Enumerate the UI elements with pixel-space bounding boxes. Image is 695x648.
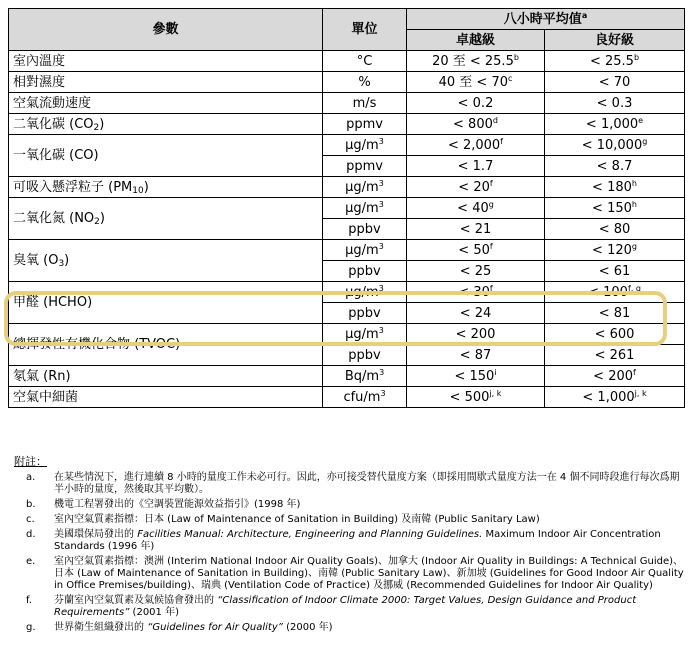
excellent-value: < 87 xyxy=(407,345,545,366)
param-name: 二氧化碳 $(CO_2)$ xyxy=(9,114,323,135)
good-value: < 80 xyxy=(545,219,685,240)
param-name: 一氧化碳 (CO) xyxy=(9,135,323,177)
good-value: < $200^f$ xyxy=(545,366,685,387)
unit-cell: $\mu g/m^3$ xyxy=(323,240,407,261)
unit-cell: m/s xyxy=(323,93,407,114)
param-name: 相對濕度 xyxy=(9,72,323,93)
excellent-value: < $50^f$ xyxy=(407,240,545,261)
param-header: 參數 xyxy=(9,9,323,51)
footnote-d xyxy=(14,529,686,553)
excellent-value: < $20^f$ xyxy=(407,177,545,198)
footnote-letter: c. xyxy=(26,514,35,525)
footnote-letter: a. xyxy=(26,472,36,483)
unit-cell: ppmv xyxy=(323,114,407,135)
unit-cell: cfu/$m^3$ xyxy=(323,387,407,408)
good-value: < 70 xyxy=(545,72,685,93)
param-name: 空氣中細菌 xyxy=(9,387,323,408)
footnote-letter: f. xyxy=(26,595,32,606)
excellent-value: < 0.2 xyxy=(407,93,545,114)
table-row xyxy=(9,240,685,261)
good-value: < $1,000^{j, k}$ xyxy=(545,387,685,408)
excellent-value: < 24 xyxy=(407,303,545,324)
param-name: 氡氣 (Rn) xyxy=(9,366,323,387)
good-header: 良好級 xyxy=(545,30,685,51)
good-value: < 0.3 xyxy=(545,93,685,114)
table-header-row xyxy=(9,9,685,30)
footnote-c xyxy=(14,514,686,526)
good-value: < $180^h$ xyxy=(545,177,685,198)
table-row xyxy=(9,198,685,219)
footnote-letter: b. xyxy=(26,499,36,510)
footnote-text: 機電工程署發出的《空調裝置能源效益指引》(1998 年) xyxy=(54,499,301,510)
footnotes-title: 附註： xyxy=(14,455,47,468)
good-value: < $120^g$ xyxy=(545,240,685,261)
unit-cell: ppbv xyxy=(323,219,407,240)
param-name: 臭氧 $(O_3)$ xyxy=(9,240,323,282)
footnote-a xyxy=(14,472,686,496)
unit-cell: $\mu g/m^3$ xyxy=(323,324,407,345)
unit-header: 單位 xyxy=(323,9,407,51)
table-row xyxy=(9,135,685,156)
excellent-value: < $30^f$ xyxy=(407,282,545,303)
footnote-f xyxy=(14,595,686,619)
param-name: 甲醛 (HCHO) xyxy=(9,282,323,324)
param-name: 總揮發性有機化合物 (TVOC) xyxy=(9,324,323,366)
excellent-value: < $500^{j, k}$ xyxy=(407,387,545,408)
table-row xyxy=(9,114,685,135)
excellent-value: < $150^i$ xyxy=(407,366,545,387)
good-value: < 8.7 xyxy=(545,156,685,177)
excellent-value: 20 至 < 25.5$^b$ xyxy=(407,51,545,72)
good-value: < 261 xyxy=(545,345,685,366)
unit-cell: ppbv xyxy=(323,303,407,324)
param-name: 空氣流動速度 xyxy=(9,93,323,114)
good-value: < 61 xyxy=(545,261,685,282)
footnote-letter: d. xyxy=(26,529,36,540)
excellent-value: < $40^g$ xyxy=(407,198,545,219)
footnote-text: 芬蘭室內空氣質素及氣候協會發出的 “Classification of Indoor Climate 2000: Target Values, Design Guidance and Product Requirements” (2001 年) xyxy=(54,595,637,618)
good-value: < 81 xyxy=(545,303,685,324)
excellent-value: < 1.7 xyxy=(407,156,545,177)
good-value: < $100^{f, g}$ xyxy=(545,282,685,303)
footnote-text: 室內空氣質素指標：澳洲 (Interim National Indoor Air Quality Goals)、加拿大 (Indoor Air Quality in Buildings: A Technical Guide)、日本 (Law of Maintenance of Sanitation in Building)、南韓 (Public Sanitary Law)、新加坡 (Guidelines for Good Indoor Air Quality in Office Premises/building)、瑞典 (Ventilation Code of Practice) 及挪威 (Recommended Guidelines for Indoor Air Quality) xyxy=(54,556,684,591)
unit-cell: ppmv xyxy=(323,156,407,177)
table-row xyxy=(9,282,685,303)
footnote-letter: e. xyxy=(26,556,36,567)
footnote-g xyxy=(14,622,686,634)
unit-cell: ppbv xyxy=(323,261,407,282)
footnote-text: 美國環保局發出的 Facilities Manual: Architecture, Engineering and Planning Guidelines. Maximum Indoor Air Concentration Standards (1996 年) xyxy=(54,529,661,552)
footnote-letter: g. xyxy=(26,622,36,633)
table-row xyxy=(9,51,685,72)
good-value: < 10,000$^g$ xyxy=(545,135,685,156)
unit-cell: $\mu g/m^3$ xyxy=(323,135,407,156)
excellent-value: 40 至 < $70^c$ xyxy=(407,72,545,93)
good-value: < 25.5$^b$ xyxy=(545,51,685,72)
footnote-b xyxy=(14,499,686,511)
group-header: 八小時平均值$^a$ xyxy=(407,9,685,30)
excellent-value: < 21 xyxy=(407,219,545,240)
unit-cell: ppbv xyxy=(323,345,407,366)
footnote-text: 室內空氣質素指標：日本 (Law of Maintenance of Sanitation in Building) 及南韓 (Public Sanitary Law) xyxy=(54,514,540,525)
footnote-text: 世界衛生組織發出的 “Guidelines for Air Quality” (2000 年) xyxy=(54,622,333,633)
excellent-value: < 2,000$^f$ xyxy=(407,135,545,156)
param-name: 可吸入懸浮粒子 $(PM_{10})$ xyxy=(9,177,323,198)
excellent-value: < $800^d$ xyxy=(407,114,545,135)
table-row xyxy=(9,93,685,114)
good-value: < 1,000$^e$ xyxy=(545,114,685,135)
unit-cell: $\mu g/m^3$ xyxy=(323,282,407,303)
unit-cell: $Bq/m^3$ xyxy=(323,366,407,387)
unit-cell: $\mu g/m^3$ xyxy=(323,177,407,198)
excellent-value: < 25 xyxy=(407,261,545,282)
unit-cell: °C xyxy=(323,51,407,72)
good-value: < 600 xyxy=(545,324,685,345)
good-value: < $150^h$ xyxy=(545,198,685,219)
footnote-e xyxy=(14,556,686,592)
param-name: 二氧化氮 $(NO_2)$ xyxy=(9,198,323,240)
unit-cell: $\mu g/m^3$ xyxy=(323,198,407,219)
table-row xyxy=(9,177,685,198)
param-name: 室內溫度 xyxy=(9,51,323,72)
excellent-value: < 200 xyxy=(407,324,545,345)
table-row xyxy=(9,387,685,408)
air-quality-table xyxy=(8,8,685,408)
excellent-header: 卓越級 xyxy=(407,30,545,51)
table-row xyxy=(9,366,685,387)
table-row xyxy=(9,324,685,345)
unit-cell: % xyxy=(323,72,407,93)
footnote-text: 在某些情況下，進行連續 8 小時的量度工作未必可行。因此，亦可接受替代量度方案（即採用間歇式量度方法一在 4 個不同時段進行每次爲期半小時的量度，然後取其平均數）。 xyxy=(54,472,680,495)
table-row xyxy=(9,72,685,93)
footnotes xyxy=(14,453,686,634)
